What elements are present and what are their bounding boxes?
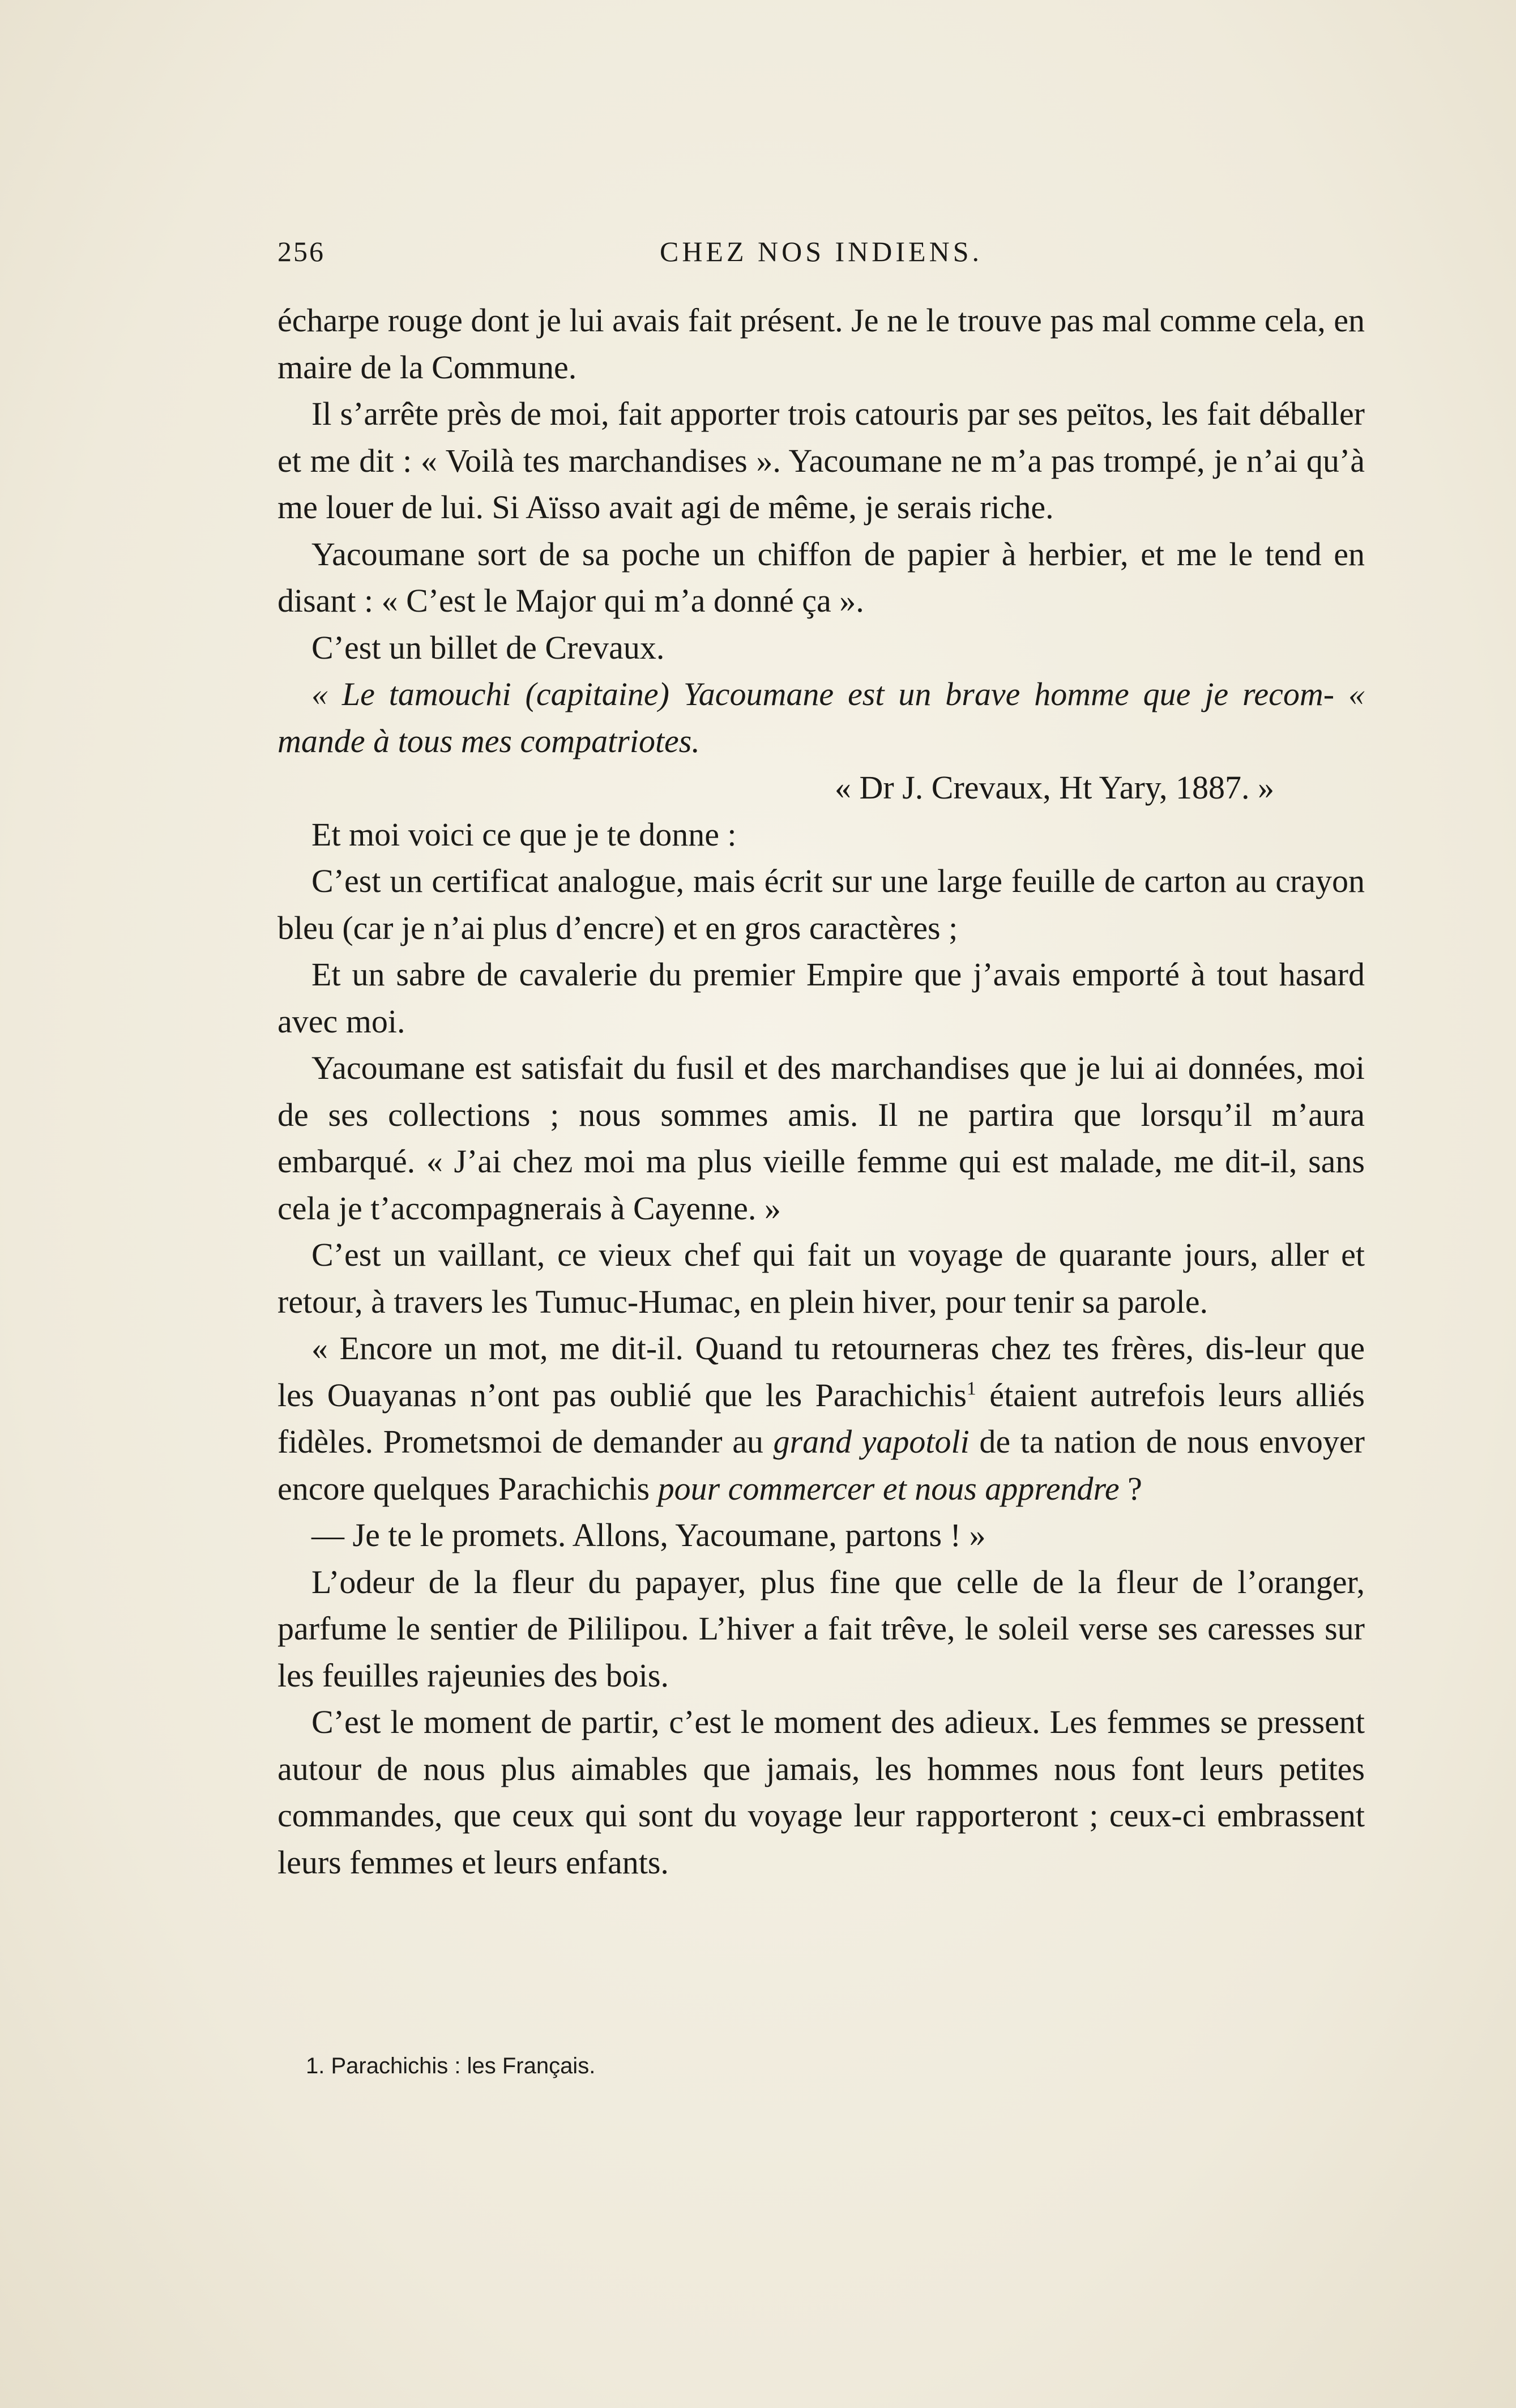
- italic-phrase: grand yapotoli: [773, 1423, 970, 1460]
- paragraph-part: « Encore un mot, me dit-il. Quand tu retourneras chez tes frères, dis-leur que les Ouayanas n’ont pas oublié que les Parachichis: [277, 1330, 1365, 1414]
- paragraph: Il s’arrête près de moi, fait apporter trois catouris par ses peïtos, les fait déballer et me dit : « Voilà tes marchandises ». Yacoumane ne m’a pas trompé, je n’ai qu’à me louer de lui. Si Aïsso avait agi de même, je serais riche.: [277, 395, 1365, 526]
- crevaux-note-quote: « Le tamouchi (capitaine) Yacoumane est un brave homme que je recom- « mande à tous mes compatriotes.: [277, 676, 1365, 759]
- page-header: [277, 235, 1365, 275]
- paragraph-part: ?: [1119, 1470, 1142, 1507]
- paragraph: Yacoumane sort de sa poche un chiffon de papier à herbier, et me le tend en disant : « C’est le Major qui m’a donné ça ».: [277, 535, 1365, 619]
- paragraph: [277, 1325, 1365, 1512]
- body-text: [277, 297, 1365, 1886]
- paragraph-part: de ta nation de nous envoyer encore quelques Parachichis: [277, 1423, 1365, 1507]
- paragraph: C’est un certificat analogue, mais écrit sur une large feuille de carton au crayon bleu (car je n’ai plus d’encre) et en gros caractères ;: [277, 863, 1365, 946]
- paragraph: Et moi voici ce que je te donne :: [311, 816, 737, 853]
- footnote-ref: 1: [966, 1378, 976, 1399]
- paragraph: Et un sabre de cavalerie du premier Empire que j’avais emporté à tout hasard avec moi.: [277, 956, 1365, 1040]
- paragraph: C’est le moment de partir, c’est le moment des adieux. Les femmes se pressent autour de nous plus aimables que jamais, les hommes nous font leurs petites commandes, que ceux qui sont du voyage leur rapporteront ; ceux-ci embrassent leurs femmes et leurs enfants.: [277, 1703, 1365, 1881]
- paragraph: Yacoumane est satisfait du fusil et des marchandises que je lui ai données, moi de ses collections ; nous sommes amis. Il ne partira que lorsqu’il m’aura embarqué. « J’ai chez moi ma plus vieille femme qui est malade, me dit-il, sans cela je t’accompagnerais à Cayenne. »: [277, 1049, 1365, 1227]
- paragraph: écharpe rouge dont je lui avais fait présent. Je ne le trouve pas mal comme cela, en maire de la Commune.: [277, 302, 1365, 386]
- paragraph: L’odeur de la fleur du papayer, plus fine que celle de la fleur de l’oranger, parfume le sentier de Pililipou. L’hiver a fait trêve, le soleil verse ses caresses sur les feuilles rajeunies des bois.: [277, 1563, 1365, 1694]
- paragraph: C’est un billet de Crevaux.: [311, 629, 665, 666]
- paragraph: C’est un vaillant, ce vieux chef qui fait un voyage de quarante jours, aller et retour, à travers les Tumuc-Humac, en plein hiver, pour tenir sa parole.: [277, 1236, 1365, 1320]
- page-number: 256: [277, 236, 325, 267]
- paragraph: — Je te le promets. Allons, Yacoumane, partons ! »: [311, 1517, 986, 1553]
- crevaux-signature: « Dr J. Crevaux, Ht Yary, 1887. »: [835, 769, 1274, 806]
- footnote: 1. Parachichis : les Français.: [306, 2053, 596, 2078]
- italic-phrase: pour commercer et nous apprendre: [657, 1470, 1120, 1507]
- paragraph-part: étaient autrefois leurs alliés fidèles. Prometsmoi de demander au: [277, 1376, 1365, 1460]
- running-title: CHEZ NOS INDIENS.: [659, 236, 983, 267]
